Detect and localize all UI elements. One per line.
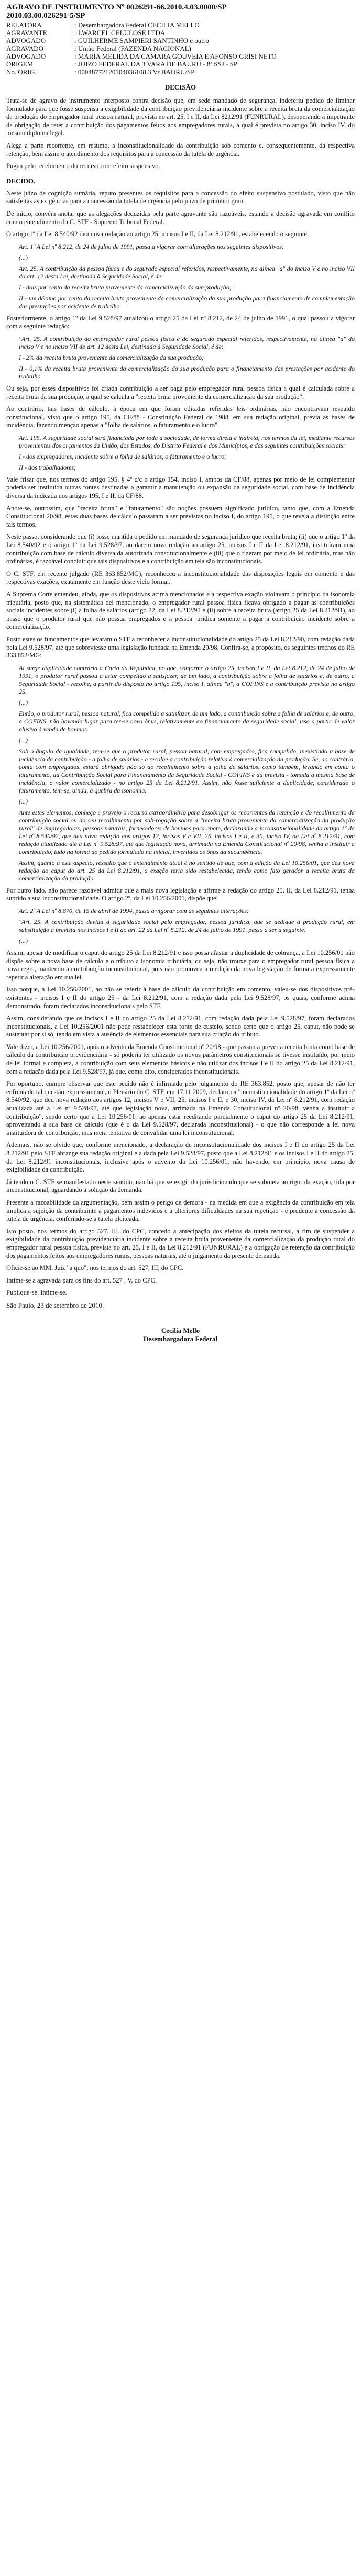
document-date: São Paulo, 23 de setembro de 2010.: [6, 1301, 104, 1309]
paragraph: Publique-se. Intime-se.: [6, 1289, 67, 1297]
paragraph: De início, convém anotar que as alegações deduzidas pela parte agravante são razoáveis, estando a decisão agravada em conflito com o entendimento do C. STF - Supremo Tribunal Federal.: [6, 209, 355, 226]
field-label: ORIGEM: [6, 60, 34, 68]
paragraph: A Suprema Corte entendeu, ainda, que os dispositivos acima mencionados e a respectiva exação violavam o princípio da isonomia tributária, posto que, na sistemática del mencionado, o empregador rural pessoa física ficava obrigado a pagar as contribuições sociais incidentes sobre (i) a folha de salários (artigo 22, da Lei 8.212/91 e (ii) sobre a receita bruta (artigo 25 da Lei 8.212/91), ao passo que o produtor rural que não possua empregados e a pessoa jurídica somente a pagar a contribuição incidente sobre a comercialização.: [6, 590, 355, 631]
quote-line: Então, o produtor rural, pessoa natural, fica compelido a satisfazer, de um lado, a contribuição sobre a folha de salários e, de outro, a COFINS, não havendo lugar para ter-se novo ônus, relativamente ao financiamento da seguridade social, isso a partir de valor alusivo à venda de bovinos.: [19, 709, 355, 733]
legal-quote: [19, 664, 355, 883]
paragraph: O C. STF, em recente julgado (RE 363.852/MG), reconheceu a inconstitucionalidade das disposições legais em comento e das respectivas exações, exatamente em função deste vício formal.: [6, 570, 355, 586]
case-header-fields: [6, 21, 355, 76]
field-value: : MARIA MELIDA DA CAMARA GOUVEIA E AFONSO GRISI NETO: [74, 52, 277, 60]
paragraph: Assim, apesar de modificar o caput do artigo 25 da Lei 8.212/91 e isso possa afastar a duplicidade de cobrança, a Lei 10.256/01 não dispõe sobre a nova base de cálculo e o tributo a isonomia tributária, ou seja, não trouxe para o empregador rural pessoa física a nova regra, mantendo a contribuição inconstitucional, pois não promoveu a reedição da nova legislação de forma a expressamente repetir a alteração em sua lei.: [6, 949, 355, 981]
quote-line: II - dos trabalhadores;: [19, 463, 76, 471]
field-value: : JUIZO FEDERAL DA 3 VARA DE BAURU - 8ª SSJ - SP: [74, 60, 238, 68]
paragraph: Pugna pelo recebimento do recurso com efeito suspensivo.: [6, 162, 160, 170]
quote-line: Aí surge duplicidade contrária à Carta da República, no que, conforme o artigo 25, incisos I e II, da Lei 8.212, de 24 de julho de 1991, o produtor rural passou a estar compelido a satisfazer, de um lado, a contribuição sobre a folha de salários e, de outro, a Seguridade Social - recolhe, a partir do disposto no artigo 195, inciso I, alínea "b", a COFINS e a contribuição prevista no artigo 25.: [19, 664, 355, 695]
paragraph: Alega a parte recorrente, em resumo, a inconstitucionalidade da contribuição sob comento e, consequentemente, da respectiva retenção, bem assim o atendimento dos requisitos para a concessão da tutela de urgência.: [6, 141, 355, 158]
paragraph: Já tendo o C. STF se manifestado neste sentido, não há que se exigir do jurisdicionado que se submeta ao rigor da exação, tida por inconstitucional, aguardando a solução da demanda.: [6, 1178, 355, 1194]
paragraph: Anote-se, outrossim, que "receita bruta" e "faturamento" são noções possuem significado jurídico, tanto que, com a Emenda Constitucional 20/98, estas duas bases de cálculo passaram a ser previstas no inciso I, do artigo 195, o que revela a distinção entre tais termos.: [6, 504, 355, 528]
quote-line: (...): [19, 736, 28, 744]
quote-line: (...): [19, 698, 28, 706]
paragraph: Presente a razoabilidade da argumentação, bem assim o perigo de demora - na medida em que a exigência da contribuição em tela implica a sujeição da contribuinte a pagamentos indevidos e a ulteriores dificuldades na sua repetição - é prudente a concessão da tutela de urgência, conferindo-se a tutela pleiteada.: [6, 1198, 355, 1223]
field-value: : GUILHERME SAMPIERI SANTINHO e outro: [74, 37, 209, 44]
field-label: RELATORA: [6, 21, 42, 29]
quote-line: I - 2% da receita bruta proveniente da comercialização da sua produção;: [19, 353, 204, 361]
paragraph: Por oportuno, cumpre observar que este pedido não é infirmado pelo julgamento do RE 363.852, posto que, apesar de não ter enfrentado tal questão expressamente, o Plenário do C. STF, em 17.11.2009, declarou a "inconstitucionalidade do artigo 1º da Lei nº 8.540/92, que deu nova redação aos artigos 12, incisos V e VII, 25, incisos I e II, e 30, inciso IV, da Lei nº 8.212/91, com redação atualizada até a Lei nº 9.528/97, até que legislação nova, arrimada na Emenda Constitucional nº 20/98, venha a instituir a contribuição", sendo certo que a Lei 10.256/01, ao apenas estar reeditando parcialmente o caput do artigo 25 da Lei 8.212/91, aproveitando a sua base de cálculo (que é o da Lei 9.528/97, declarada inconstitucional) - o que não corresponde a lei nova instituidora de contribuição, mas mera tentativa de convalidar uma lei inconstitucional.: [6, 1080, 355, 1136]
decido-heading: DECIDO.: [6, 176, 36, 185]
legal-quote: [19, 907, 355, 945]
quote-line: (...): [19, 936, 28, 944]
paragraph: Isso porque, a Lei 10.256/2001, ao não se referir à base de cálculo da contribuição em comento, valeu-se dos dispositivos pré-existentes - incisos I e II do artigo 25 - da Lei 8.212/91, com a redação dada pela Lei 9.528/97, os quais, conforme acima demonstrado, foram declarados inconstitucionais pelo STF.: [6, 986, 355, 1010]
field-value: : LWARCEL CELULOSE LTDA: [74, 29, 166, 37]
quote-line: Assim, quanto a este aspecto, ressalto que o entendimento atual é no sentido de que, com a edição da Lei 10.256/01, que deu nova redação ao caput do art. 25 da Lei 8.212/91, a exação teria sido restabelecida, tendo como fato gerador a receita bruta da comercialização da produção.: [19, 858, 355, 882]
decisao-heading: DECISÃO: [164, 83, 196, 91]
paragraph: O artigo 1º da Lei 8.540/92 deu nova redação ao artigo 25, incisos I e II, da Lei 8.212/91, estabelecendo o seguinte:: [6, 230, 309, 238]
paragraph: Trata-se de agravo de instrumento interposto contra decisão que, em sede mandado de segurança, indeferiu pedido de liminar formulado para que fosse suspensa a exigibilidade da contribuição previdenciária incidente sobre a receita bruta da comercialização da produção do empregador rural pessoa natural, prevista no art. 25, I e II, da Lei 8212/91 (FUNRURAL), desonerando a impetrante da obrigação de reter a contribuição dos pagamentos feitos aos empregadores rurais, a qual é prevista no artigo 30, inciso IV, do mesmo diploma legal.: [6, 97, 355, 137]
quote-line: I - dos empregadores, incidente sobre a folha de salários, o faturamento e o lucro;: [19, 452, 227, 460]
paragraph: Intime-se a agravada para os fins do art. 527 , V, do CPC.: [6, 1276, 157, 1284]
field-label: ADVOGADO: [6, 37, 46, 44]
quote-line: Art. 25. A contribuição da pessoa física e do segurado especial referidos, respectivamente, na alínea "a" do inciso V e no inciso VII do art. 12 desta Lei, destinada à Seguridade Social, é de:: [19, 264, 355, 280]
document-subtitle: 2010.03.00.026291-5/SP: [6, 12, 85, 20]
field-value: : Desembargadora Federal CECILIA MELLO: [74, 21, 200, 29]
paragraph: Ao contrário, tais bases de cálculo, à época em que foram editadas referidas leis ordinárias, não encontravam respaldo constitucional, visto que o artigo 195, da CF/88 - Constituição Federal de 1988, em sua redação original, previa as bases de incidência, fazendo menção apenas a "folha de salários, o faturamento e o lucro".: [6, 405, 355, 429]
quote-line: "Art. 25. A contribuição devida à seguridade social pelo empregador, pessoa jurídica, que se dedique à produção rural, em substituição à prevista nos incisos I e II do art. 22 da Lei nº 8.212, de 24 de julho de 1991, passa a ser a seguinte:: [19, 918, 355, 933]
paragraph: Oficie-se ao MM. Juiz "a quo", nos termos do art. 527, III, do CPC.: [6, 1264, 184, 1272]
signature-block: [6, 1326, 355, 1343]
paragraph: Posteriormente, o artigo 1º da Lei 9.528/97 atualizou o artigo 25 da Lei nº 8.212, de 24 de julho de 1991, o qual passou a vigorar com a seguinte redação:: [6, 314, 355, 330]
quote-line: Art. 195. A seguridade social será financiada por toda a sociedade, de forma direta e indireta, nos termos da lei, mediante recursos provenientes dos orçamentos da União, dos Estados, do Distrito Federal e dos Municípios, e das seguintes contribuições sociais:: [19, 433, 355, 449]
paragraph: Posto estes os fundamentos que levaram o STF a reconhecer a inconstitucionalidade do artigo 25 da Lei 8.212/90, com redação dada pela Lei 9.528/97, até que sobreviesse uma legislação fundada na Emenda 20/98, Confira-se, a propósito, os seguintes trechos do RE 363.852/MG:: [6, 635, 355, 660]
quote-line: "Art. 25. A contribuição do empregador rural pessoa física e do segurado especial referidos, respectivamente, na alínea "a" do inciso V e no inciso VII do art. 12 desta Lei, destinada à Seguridade Social, é de:: [19, 334, 355, 350]
paragraph: Ademais, não se olvide que, conforme mencionado, a declaração de inconstitucionalidade dos incisos I e II do artigo 25 da Lei 8.212/91 pelo STF abrange sua redação original e a dada pela Lei 9.528/97, posto que a Lei 8.212/91 e os incisos I e II do artigo 25, da Lei 8.212/91 inconstitucionais, inclusive após o advento da Lei 10.256/01, não havendo, em princípio, nova causa de exigibilidade da contribuição.: [6, 1141, 355, 1174]
quote-line: I - dois por cento da receita bruta proveniente da comercialização da sua produção;: [19, 283, 232, 291]
quote-line: (...): [19, 797, 28, 805]
field-value: : 00048772120104036108 3 Vr BAURU/SP: [74, 68, 195, 76]
legal-quote: [19, 434, 355, 472]
paragraph: Vale dizer, a Lei 10.256/2001, após o advento da Emenda Constitucional nº 20/98 - que passou a prever a receita bruta como base de cálculo da contribuição previdenciária - só poderia ter utilizado os novos parâmetros constitucionais se tivesse instituído, por meio de lei formal e completa, a contribuição com seus elementos básicos e não utilizar dos incisos I e II do artigo 25 da Lei 8.212/91, com a redação dada pela Lei 9.528/97, já que, como dito, considerados inconstitucionais.: [6, 1043, 355, 1075]
quote-line: Sob o ângulo da igualdade, tem-se que o produtor rural, pessoa natural, com empregados, fica compelido, inexistindo a base de incidência da contribuição - a folha de salários - e recolhe a contribuição relativa à comercialização da produção. Se, ao contrário, conta com empregados, estará obrigado não só ao recolhimento sobre a folha de salários, como também, levando em conta o faturamento, da Contribuição Social para Financiamento da Seguridade Social - COFINS e da prevista - tomada a mesma base de incidência, o valor comercializado - no artigo 25 da Lei 8.212/91. Assim, não fosse suficiente a duplicidade, considerado o faturamento, tem-se, ainda, a quebra da isonomia.: [19, 747, 355, 794]
quote-line: Art. 1º A Lei nº 8.212, de 24 de julho de 1991, passa a vigorar com alterações nos seguintes dispositivos:: [19, 242, 284, 250]
signer-name: Cecilia Mello: [161, 1326, 200, 1334]
document-title: AGRAVO DE INSTRUMENTO Nº 0026291-66.2010.4.03.0000/SP: [6, 3, 227, 12]
paragraph: Neste passo, considerando que (i) fosse mantida o pedido em mandado de segurança jurídico que receita bruta; (ii) que o artigo 1º da Lei 8.540/92 e o artigo 1º da Lei 9.528/97, ao darem nova redação ao artigo 25, incisos I e II da Lei 8.212/91, instituíram uma contribuição com base de cálculo diversa da autorizada constitucionalmente e (iii) que o fizeram por meio de lei ordinária, mas não ordinárias, é razoável concluir que tais dispositivos e a contribuição em tela são inconstitucionais.: [6, 533, 355, 565]
signer-role: Desembargadora Federal: [143, 1334, 218, 1343]
field-value: : União Federal (FAZENDA NACIONAL): [74, 44, 191, 52]
field-label: ADVOGADO: [6, 52, 46, 60]
field-label: No. ORIG.: [6, 68, 37, 76]
paragraph: Vale frisar que, nos termos do artigo 195, § 4º c/c o artigo 154, inciso I, ambos da CF/88, apenas por meio de lei complementar poderia ser instituída outras fontes destinadas a garantir a manutenção ou expansão da seguridade social, com base de incidência diversa da indicada nos artigos 195, I e II, da CF/88.: [6, 475, 355, 500]
quote-line: II - um décimo por cento da receita bruta proveniente da comercialização da sua produção para financiamento de complementação das prestações por acidente de trabalho.: [19, 294, 355, 310]
quote-line: Art. 2º A Lei nº 8.870, de 15 de abril de 1994, passa a vigorar com as seguintes alterações:: [19, 907, 249, 915]
field-label: AGRAVADO: [6, 44, 44, 52]
paragraph: Ou seja, por esses dispositivos foi criada contribuição a ser paga pelo empregador rural pessoa física a qual é calculada sobre a receita bruta da sua produção, a qual se calcula a "receita bruta proveniente da comercialização da sua produção".: [6, 384, 355, 400]
quote-line: II - 0,1% da receita bruta proveniente da comercialização da sua produção para o financiamento das prestações por acidente do trabalho.: [19, 364, 355, 380]
quote-line: (...): [19, 253, 28, 261]
quote-line: Ante estes elementos, conheço e provejo o recurso extraordinário para desobrigar os recorrentes da retenção e do recolhimento da contribuição social ou do seu recolhimento por sub-rogação sobre a "receita bruta proveniente da comercialização da produção rural" de empregadores, pessoas naturais, fornecedores de bovinos para abate, declarando a inconstitucionalidade do artigo 1º da Lei nº 8.540/92, que deu nova redação aos artigos 12, incisos V e VII, 25, incisos I e II, e 30, inciso IV, da Lei nº 8.212/91, com redação atualizada até a Lei nº 9.528/97, até que legislação nova, arrimada na Emenda Constitucional nº 20/98, venha a instituir a contribuição, tudo na forma do pedido formulado na inicial, invertidos os ônus da sucumbência.: [19, 808, 355, 855]
field-label: AGRAVANTE: [6, 29, 47, 37]
paragraph: Isto posto, nos termos do artigo 527, III, do CPC, concedo a antecipação dos efeitos da tutela recursal, a fim de suspender a exigibilidade da contribuição previdenciária incidente sobre a receita bruta proveniente da comercialização da produção rural do empregador rural pessoa física, prevista no art. 25, I e II, da Lei 8.212/91 (FUNRURAL) e a obrigação de retenção da contribuição dos pagamentos feitos aos empregadores rurais, pessoas naturais, até o julgamento da presente demanda.: [6, 1227, 355, 1259]
paragraph: Assim, considerando que os incisos I e II do artigo 25 da Lei 8.212/91, com redação dada pela Lei 9.528/97, foram declarados inconstitucionais, a Lei 10.256/2001 não pode restabelecer esta fonte de custeio, sendo certo que o artigo 25, caput, não pode se sustentar por si só, tendo em vista a ausência de elementos essenciais para sua criação do tributo.: [6, 1014, 355, 1039]
paragraph: Por outro lado, não parece razoável admitir que a mais nova legislação e afirme a redação do artigo 25, II, da Lei 8.212/91, tenha suprido a sua inconstitucionalidade. O artigo 2º, da Lei 10.256/2001, dispõe que:: [6, 886, 355, 902]
paragraph: Neste juízo de cognição sumária, reputo presentes os requisitos para a concessão do efeito suspensivo postulado, visto que não satisfeitas as exigências para a concessão da tutela de urgência pelo juízo de primeiro grau.: [6, 189, 355, 205]
legal-quote: [19, 335, 355, 381]
legal-quote: [19, 243, 355, 310]
